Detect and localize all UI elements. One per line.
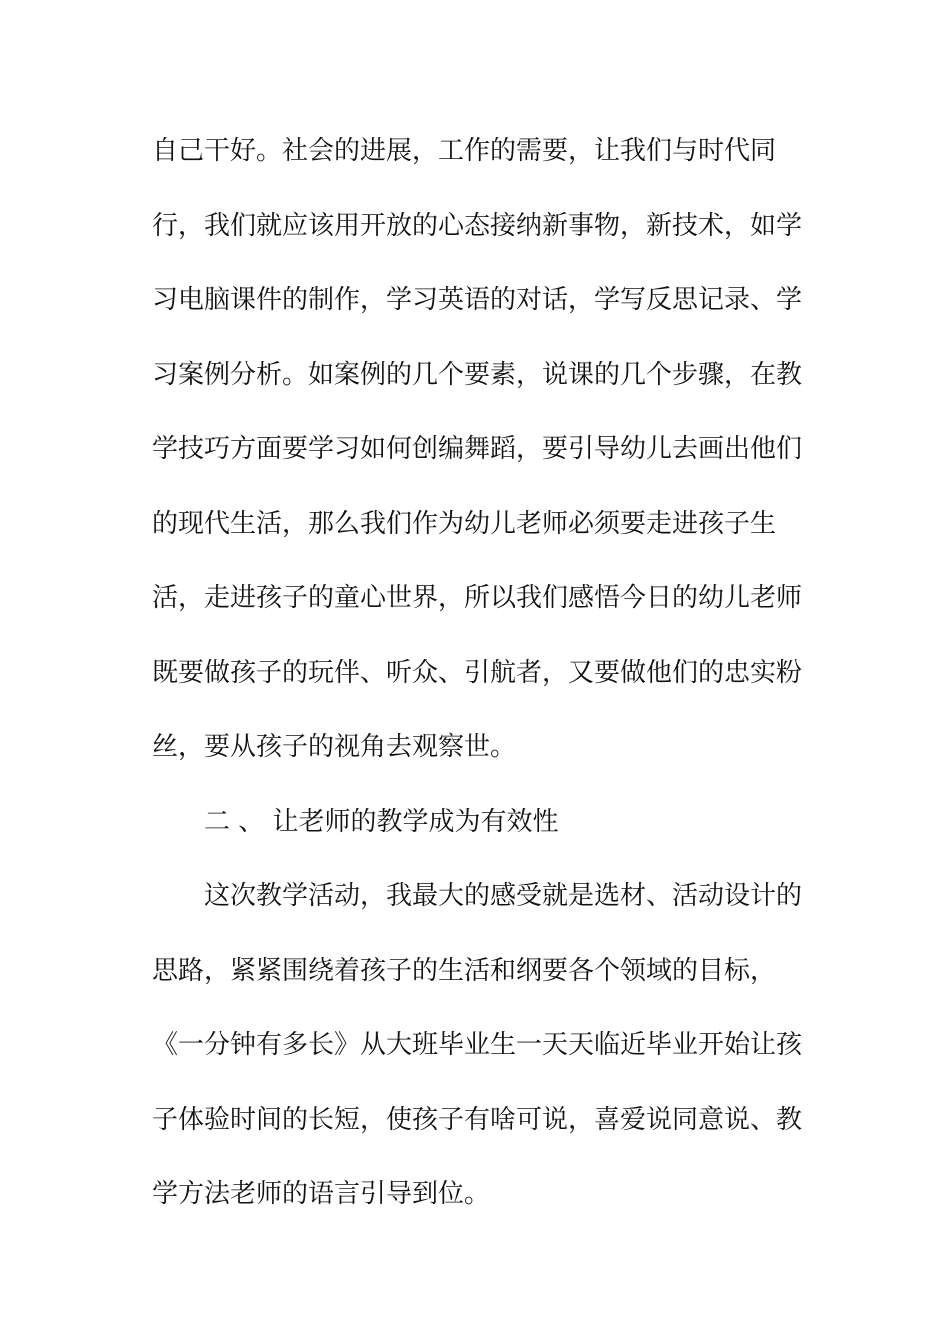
paragraph-line: 习电脑课件的制作，学习英语的对话，学写反思记录、学	[152, 285, 803, 315]
paragraph-line: 自己干好。社会的进展，工作的需要，让我们与时代同	[152, 136, 777, 166]
paragraph-line: 丝，要从孩子的视角去观察世。	[152, 732, 517, 762]
paragraph-line: 这次教学活动，我最大的感受就是选材、活动设计的	[204, 881, 803, 911]
paragraph-line: 子体验时间的长短，使孩子有啥可说，喜爱说同意说、教	[152, 1105, 803, 1135]
paragraph-line: 行，我们就应该用开放的心态接纳新事物，新技术，如学	[152, 211, 803, 241]
paragraph-line: 学技巧方面要学习如何创编舞蹈，要引导幼儿去画出他们	[152, 434, 803, 464]
paragraph-line: 的现代生活，那么我们作为幼儿老师必须要走进孩子生	[152, 509, 777, 539]
paragraph-line: 学方法老师的语言引导到位。	[152, 1179, 491, 1209]
section-heading: 二 、 让老师的教学成为有效性	[204, 807, 559, 837]
paragraph-line: 习案例分析。如案例的几个要素，说课的几个步骤，在教	[152, 360, 803, 390]
paragraph-line: 思路，紧紧围绕着孩子的生活和纲要各个领域的目标，	[152, 956, 777, 986]
paragraph-line: 既要做孩子的玩伴、听众、引航者，又要做他们的忠实粉	[152, 658, 803, 688]
paragraph-line: 《一分钟有多长》从大班毕业生一天天临近毕业开始让孩	[152, 1030, 803, 1060]
paragraph-line: 活，走进孩子的童心世界，所以我们感悟今日的幼儿老师	[152, 583, 803, 613]
